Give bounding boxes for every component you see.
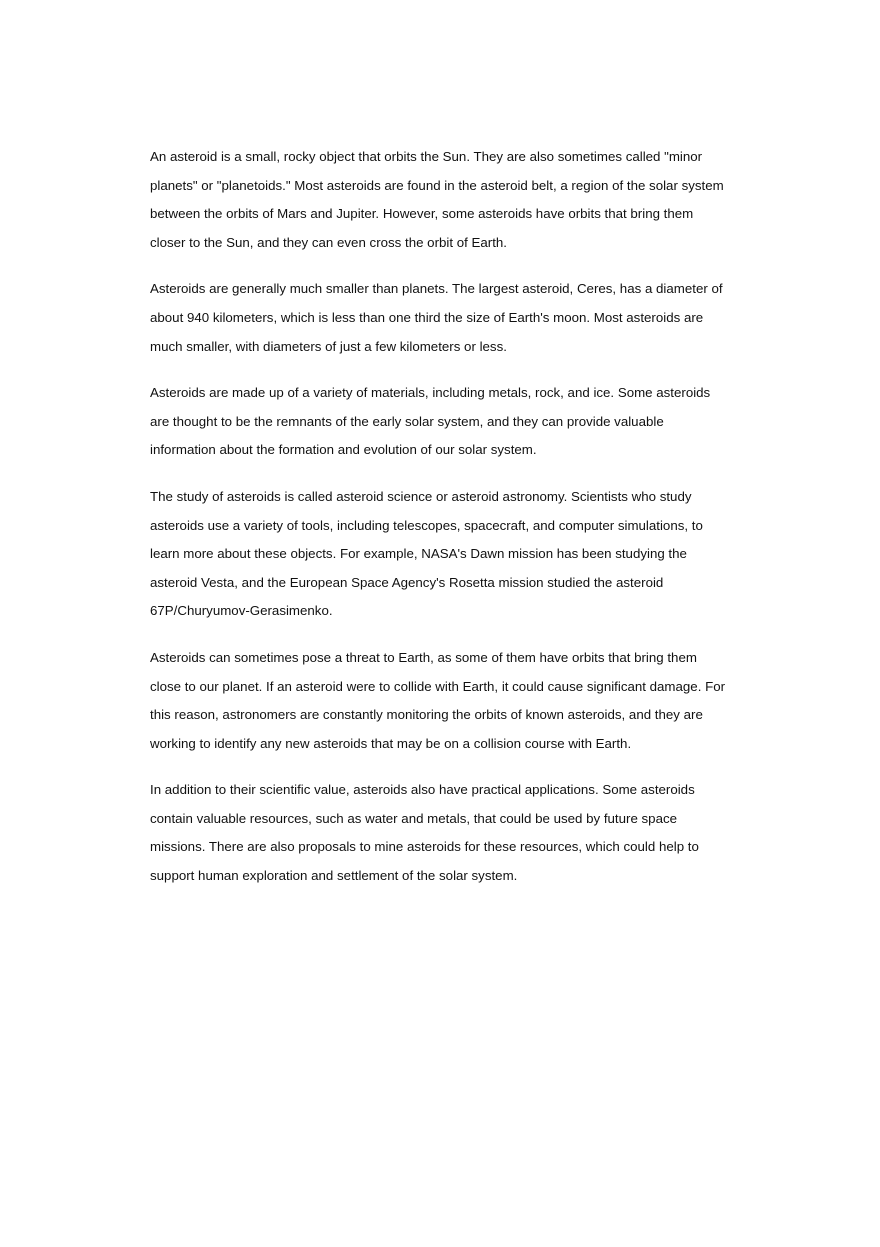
paragraph-study: The study of asteroids is called asteroid science or asteroid astronomy. Scientists who study asteroids use a variety of tools, including telescopes, spacecraft, and computer simulations, to learn more about these objects. For example, NASA's Dawn mission has been studying the asteroid Vesta, and the European Space Agency's Rosetta mission studied the asteroid 67P/Churyumov-Gerasimenko. (150, 488, 703, 619)
paragraph-threat: Asteroids can sometimes pose a threat to Earth, as some of them have orbits that bring them close to our planet. If an asteroid were to collide with Earth, it could cause significant damage. For this reason, astronomers are constantly monitoring the orbits of known asteroids, and they are working to identify any new asteroids that may be on a collision course with Earth. (150, 649, 726, 751)
document-body (150, 143, 730, 891)
paragraph-applications: In addition to their scientific value, asteroids also have practical applications. Some asteroids contain valuable resources, such as water and metals, that could be used by future space missions. There are also proposals to mine asteroids for these resources, which could help to support human exploration and settlement of the solar system. (150, 782, 699, 884)
paragraph-size: Asteroids are generally much smaller than planets. The largest asteroid, Ceres, has a diameter of about 940 kilometers, which is less than one third the size of Earth's moon. Most asteroids are much smaller, with diameters of just a few kilometers or less. (150, 281, 723, 354)
paragraph-definition: An asteroid is a small, rocky object that orbits the Sun. They are also sometimes called "minor planets" or "planetoids." Most asteroids are found in the asteroid belt, a region of the solar system between the orbits of Mars and Jupiter. However, some asteroids have orbits that bring them closer to the Sun, and they can even cross the orbit of Earth. (150, 149, 724, 250)
paragraph-composition: Asteroids are made up of a variety of materials, including metals, rock, and ice. Some asteroids are thought to be the remnants of the early solar system, and they can provide valuable information about the formation and evolution of our solar system. (150, 385, 711, 458)
